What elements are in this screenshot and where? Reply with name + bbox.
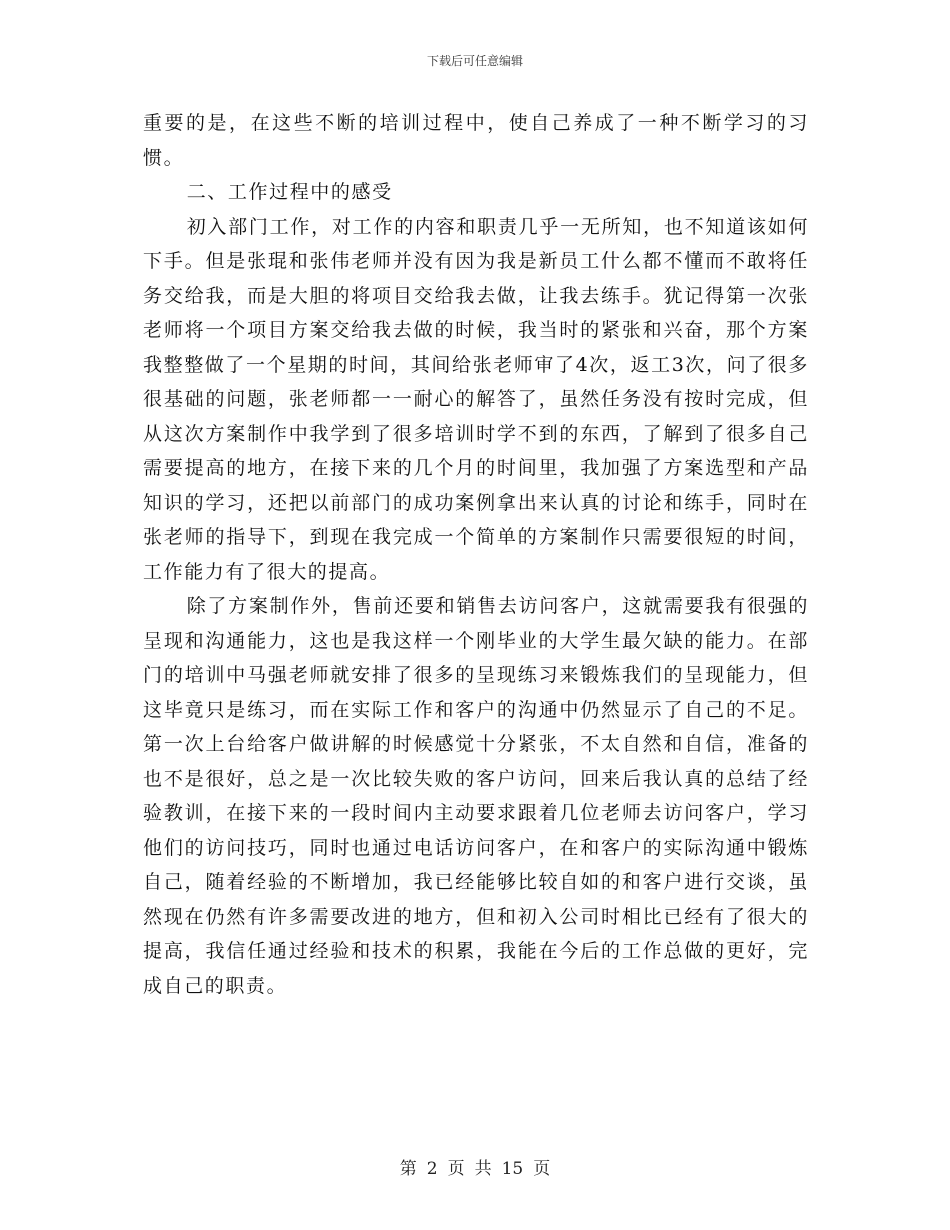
document-body	[143, 106, 809, 1003]
footer-ye: 页	[447, 1159, 465, 1179]
current-page-number: 2	[426, 1159, 438, 1179]
footer-gong: 共	[474, 1159, 492, 1179]
header-text: 下载后可任意编辑	[426, 54, 523, 68]
page-footer	[0, 1154, 950, 1179]
total-page-count: 15	[501, 1159, 524, 1179]
page-header	[0, 52, 950, 69]
paragraph-continuation: 重要的是，在这些不断的培训过程中，使自己养成了一种不断学习的习惯。	[143, 112, 809, 169]
paragraph: 初入部门工作，对工作的内容和职责几乎一无所知，也不知道该如何下手。但是张琨和张伟老师并没有因为我是新员工什么都不懂而不敢将任务交给我，而是大胆的将项目交给我去做，让我去练手。犹记得第一次张老师将一个项目方案交给我去做的时候，我当时的紧张和兴奋，那个方案我整整做了一个星期的时间，其间给张老师审了4次，返工3次，问了很多很基础的问题，张老师都一一耐心的解答了，虽然任务没有按时完成，但从这次方案制作中我学到了很多培训时学不到的东西，了解到了很多自己需要提高的地方，在接下来的几个月的时间里，我加强了方案选型和产品知识的学习，还把以前部门的成功案例拿出来认真的讨论和练手，同时在张老师的指导下，到现在我完成一个简单的方案制作只需要很短的时间，工作能力有了很大的提高。	[143, 215, 809, 583]
footer-di: 第	[399, 1159, 417, 1179]
section-heading: 二、工作过程中的感受	[186, 181, 393, 203]
paragraph: 除了方案制作外，售前还要和销售去访问客户，这就需要我有很强的呈现和沟通能力，这也是我这样一个刚毕业的大学生最欠缺的能力。在部门的培训中马强老师就安排了很多的呈现练习来锻炼我们的呈现能力，但这毕竟只是练习，而在实际工作和客户的沟通中仍然显示了自己的不足。第一次上台给客户做讲解的时候感觉十分紧张，不太自然和自信，准备的也不是很好，总之是一次比较失败的客户访问，回来后我认真的总结了经验教训，在接下来的一段时间内主动要求跟着几位老师去访问客户，学习他们的访问技巧，同时也通过电话访问客户，在和客户的实际沟通中锻炼自己，随着经验的不断增加，我已经能够比较自如的和客户进行交谈，虽然现在仍然有许多需要改进的地方，但和初入公司时相比已经有了很大的提高，我信任通过经验和技术的积累，我能在今后的工作总做的更好，完成自己的职责。	[143, 595, 809, 997]
footer-ye: 页	[533, 1159, 551, 1179]
